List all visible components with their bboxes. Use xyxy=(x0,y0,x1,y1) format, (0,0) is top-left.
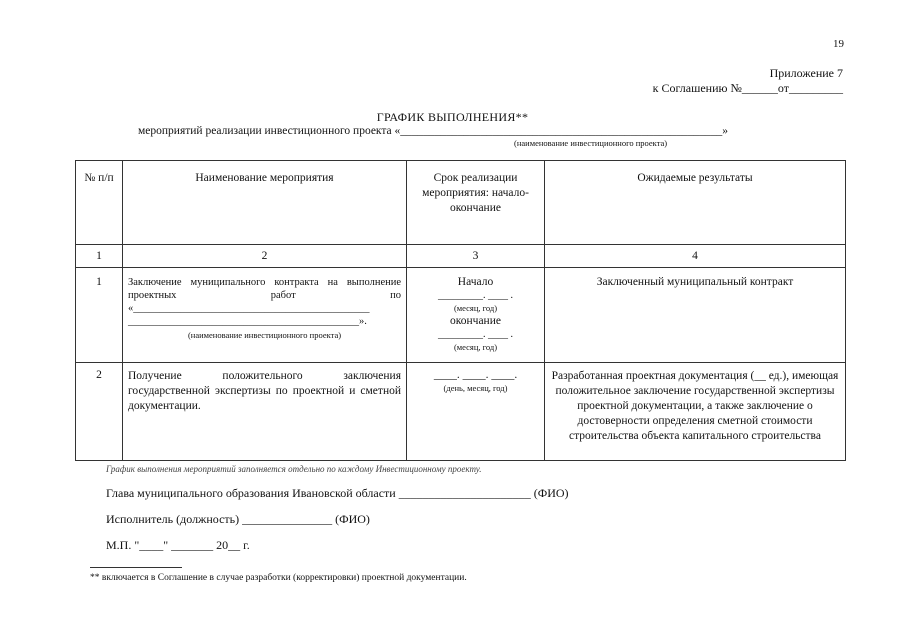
end-date-caption: (месяц, год) xyxy=(453,342,498,352)
row-number: 2 xyxy=(76,363,123,461)
table-header-row xyxy=(76,161,846,245)
period-cell xyxy=(407,268,545,363)
start-date-caption: (месяц, год) xyxy=(453,303,498,313)
period-cell xyxy=(407,363,545,461)
agreement-reference: к Соглашению №______от_________ xyxy=(652,81,843,95)
page-number: 19 xyxy=(833,38,844,50)
start-label: Начало xyxy=(457,276,494,288)
header-cell: Срок реализации мероприятия: начало-окончание xyxy=(407,161,545,245)
executor-signature-line: Исполнитель (должность) _______________ (ФИО) xyxy=(106,512,370,526)
table-row xyxy=(76,363,846,461)
header-cell: Наименование мероприятия xyxy=(123,161,407,245)
schedule-table xyxy=(75,160,846,461)
table-row xyxy=(76,268,846,363)
document-subtitle: мероприятий реализации инвестиционного проекта «________________________________________________________» xyxy=(138,125,729,137)
row-number: 1 xyxy=(76,268,123,363)
result-cell: Разработанная проектная документация (__ ед.), имеющая положительное заключение государственной экспертизы проектной документации, а также заключение о достоверности определения сметной стоимости строительства объекта капитального строительства xyxy=(545,363,846,461)
start-date-line: _________. ____ . xyxy=(438,290,513,301)
activity-cell xyxy=(123,268,407,363)
table-note: График выполнения мероприятий заполняется отдельно по каждому Инвестиционному проекту. xyxy=(106,464,482,474)
activity-cell xyxy=(123,363,407,461)
column-number: 2 xyxy=(123,245,407,268)
date-line: ____. ____. ____. xyxy=(433,369,518,381)
footnote: ** включается в Соглашение в случае разработки (корректировки) проектной документации. xyxy=(90,573,467,583)
head-signature-line: Глава муниципального образования Ивановской области ______________________ (ФИО) xyxy=(106,486,569,500)
header-cell: Ожидаемые результаты xyxy=(545,161,846,245)
activity-text: Получение положительного заключения государственной экспертизы по проектной и сметной документации. xyxy=(128,370,401,412)
result-cell: Заключенный муниципальный контракт xyxy=(545,268,846,363)
column-number: 3 xyxy=(407,245,545,268)
stamp-date-line: М.П. "____" _______ 20__ г. xyxy=(106,538,250,552)
column-number-row xyxy=(76,245,846,268)
end-label: окончание xyxy=(450,315,501,327)
date-caption: (день, месяц, год) xyxy=(443,383,508,393)
activity-caption: (наименование инвестиционного проекта) xyxy=(187,330,342,340)
activity-text: Заключение муниципального контракта на выполнение проектных работ по «_____________________________________________ ____________________________________________». xyxy=(128,277,401,327)
column-number: 1 xyxy=(76,245,123,268)
subtitle-caption: (наименование инвестиционного проекта) xyxy=(514,138,668,148)
footnote-divider xyxy=(90,567,182,568)
end-date-line: _________. ____ . xyxy=(438,329,513,340)
column-number: 4 xyxy=(545,245,846,268)
document-title: ГРАФИК ВЫПОЛНЕНИЯ** xyxy=(376,110,529,124)
header-cell: № п/п xyxy=(76,161,123,245)
appendix-label: Приложение 7 xyxy=(769,66,843,80)
